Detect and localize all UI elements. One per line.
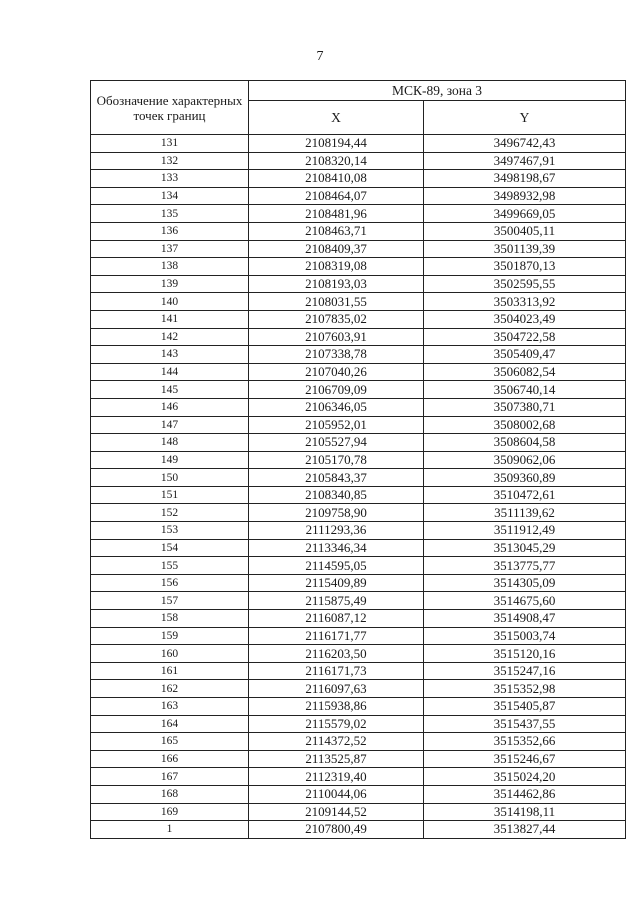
x-coordinate-cell: 2108463,71 [249,222,424,240]
table-row [91,346,626,364]
coordinate-system-header: МСК-89, зона 3 [249,81,626,101]
point-id-cell: 155 [91,557,249,575]
table-row [91,152,626,170]
point-id-cell: 160 [91,645,249,663]
point-id-cell: 149 [91,451,249,469]
y-coordinate-cell: 3509360,89 [424,469,626,487]
y-coordinate-cell: 3498198,67 [424,170,626,188]
table-row [91,293,626,311]
y-coordinate-cell: 3511139,62 [424,504,626,522]
y-coordinate-cell: 3515352,98 [424,680,626,698]
y-coordinate-cell: 3498932,98 [424,187,626,205]
y-coordinate-cell: 3513045,29 [424,539,626,557]
y-coordinate-cell: 3501139,39 [424,240,626,258]
table-row [91,592,626,610]
y-coordinate-cell: 3499669,05 [424,205,626,223]
y-coordinate-cell: 3515405,87 [424,698,626,716]
x-coordinate-cell: 2107040,26 [249,363,424,381]
point-id-cell: 142 [91,328,249,346]
table-row [91,363,626,381]
y-coordinate-cell: 3515246,67 [424,750,626,768]
y-coordinate-cell: 3514675,60 [424,592,626,610]
x-coordinate-cell: 2109758,90 [249,504,424,522]
x-coordinate-cell: 2108319,08 [249,258,424,276]
table-row [91,768,626,786]
table-row [91,574,626,592]
x-coordinate-cell: 2115875,49 [249,592,424,610]
x-coordinate-cell: 2113525,87 [249,750,424,768]
y-coordinate-cell: 3515247,16 [424,662,626,680]
y-coordinate-cell: 3503313,92 [424,293,626,311]
y-coordinate-cell: 3508002,68 [424,416,626,434]
point-id-cell: 145 [91,381,249,399]
x-coordinate-cell: 2116171,77 [249,627,424,645]
table-row [91,557,626,575]
table-row [91,170,626,188]
y-coordinate-cell: 3514305,09 [424,574,626,592]
table-body [91,135,626,839]
table-row [91,222,626,240]
point-id-cell: 157 [91,592,249,610]
y-coordinate-cell: 3496742,43 [424,135,626,153]
x-coordinate-cell: 2113346,34 [249,539,424,557]
y-coordinate-cell: 3515352,66 [424,733,626,751]
point-id-cell: 154 [91,539,249,557]
x-coordinate-cell: 2108320,14 [249,152,424,170]
point-id-cell: 143 [91,346,249,364]
y-coordinate-cell: 3511912,49 [424,522,626,540]
point-id-cell: 169 [91,803,249,821]
table-row [91,539,626,557]
x-coordinate-cell: 2112319,40 [249,768,424,786]
y-coordinate-cell: 3515437,55 [424,715,626,733]
table-row [91,135,626,153]
point-id-cell: 162 [91,680,249,698]
y-coordinate-cell: 3507380,71 [424,398,626,416]
y-coordinate-cell: 3514908,47 [424,610,626,628]
y-coordinate-cell: 3504023,49 [424,310,626,328]
y-coordinate-cell: 3510472,61 [424,486,626,504]
y-coordinate-cell: 3514462,86 [424,785,626,803]
x-coordinate-cell: 2105843,37 [249,469,424,487]
table-row [91,486,626,504]
point-id-cell: 137 [91,240,249,258]
x-coordinate-cell: 2115938,86 [249,698,424,716]
x-column-header: X [249,101,424,135]
point-id-cell: 158 [91,610,249,628]
table-row [91,275,626,293]
table-row [91,398,626,416]
table-row [91,381,626,399]
y-column-header: Y [424,101,626,135]
x-coordinate-cell: 2105952,01 [249,416,424,434]
x-coordinate-cell: 2116097,63 [249,680,424,698]
x-coordinate-cell: 2109144,52 [249,803,424,821]
table-row [91,434,626,452]
y-coordinate-cell: 3513827,44 [424,821,626,839]
y-coordinate-cell: 3515003,74 [424,627,626,645]
x-coordinate-cell: 2107338,78 [249,346,424,364]
x-coordinate-cell: 2108409,37 [249,240,424,258]
y-coordinate-cell: 3501870,13 [424,258,626,276]
point-id-cell: 147 [91,416,249,434]
table-row [91,469,626,487]
y-coordinate-cell: 3509062,06 [424,451,626,469]
table-row [91,205,626,223]
point-id-cell: 136 [91,222,249,240]
point-id-cell: 144 [91,363,249,381]
point-id-cell: 156 [91,574,249,592]
x-coordinate-cell: 2107835,02 [249,310,424,328]
page-number: 7 [316,49,324,64]
point-id-cell: 161 [91,662,249,680]
table-row [91,416,626,434]
y-coordinate-cell: 3506082,54 [424,363,626,381]
x-coordinate-cell: 2116203,50 [249,645,424,663]
x-coordinate-cell: 2115579,02 [249,715,424,733]
table-row [91,715,626,733]
point-id-cell: 159 [91,627,249,645]
table-row [91,627,626,645]
coordinates-table [90,80,626,839]
y-coordinate-cell: 3506740,14 [424,381,626,399]
y-coordinate-cell: 3502595,55 [424,275,626,293]
x-coordinate-cell: 2105170,78 [249,451,424,469]
point-id-cell: 135 [91,205,249,223]
y-coordinate-cell: 3513775,77 [424,557,626,575]
table-row [91,258,626,276]
x-coordinate-cell: 2105527,94 [249,434,424,452]
table-row [91,821,626,839]
table-row [91,187,626,205]
table-row [91,662,626,680]
point-id-cell: 153 [91,522,249,540]
x-coordinate-cell: 2107800,49 [249,821,424,839]
x-coordinate-cell: 2106346,05 [249,398,424,416]
point-id-cell: 166 [91,750,249,768]
table-row [91,504,626,522]
point-id-cell: 167 [91,768,249,786]
x-coordinate-cell: 2115409,89 [249,574,424,592]
x-coordinate-cell: 2114595,05 [249,557,424,575]
point-id-cell: 163 [91,698,249,716]
x-coordinate-cell: 2108193,03 [249,275,424,293]
point-id-cell: 164 [91,715,249,733]
point-id-cell: 148 [91,434,249,452]
x-coordinate-cell: 2116171,73 [249,662,424,680]
table-row [91,698,626,716]
point-id-cell: 1 [91,821,249,839]
point-id-cell: 139 [91,275,249,293]
x-coordinate-cell: 2108340,85 [249,486,424,504]
point-id-cell: 138 [91,258,249,276]
point-id-cell: 140 [91,293,249,311]
point-id-cell: 152 [91,504,249,522]
y-coordinate-cell: 3514198,11 [424,803,626,821]
point-id-cell: 150 [91,469,249,487]
y-coordinate-cell: 3505409,47 [424,346,626,364]
table-row [91,733,626,751]
x-coordinate-cell: 2108031,55 [249,293,424,311]
table-row [91,310,626,328]
point-id-cell: 134 [91,187,249,205]
point-id-cell: 141 [91,310,249,328]
point-id-cell: 133 [91,170,249,188]
table-row [91,680,626,698]
x-coordinate-cell: 2110044,06 [249,785,424,803]
y-coordinate-cell: 3497467,91 [424,152,626,170]
y-coordinate-cell: 3508604,58 [424,434,626,452]
table-row [91,451,626,469]
point-id-cell: 165 [91,733,249,751]
table-row [91,803,626,821]
x-coordinate-cell: 2114372,52 [249,733,424,751]
point-id-cell: 132 [91,152,249,170]
point-id-cell: 146 [91,398,249,416]
point-designation-header: Обозначение характерных точек границ [91,81,249,135]
x-coordinate-cell: 2108194,44 [249,135,424,153]
point-id-cell: 131 [91,135,249,153]
point-id-cell: 151 [91,486,249,504]
table-row [91,522,626,540]
table-row [91,240,626,258]
y-coordinate-cell: 3515024,20 [424,768,626,786]
y-coordinate-cell: 3500405,11 [424,222,626,240]
x-coordinate-cell: 2106709,09 [249,381,424,399]
x-coordinate-cell: 2108481,96 [249,205,424,223]
x-coordinate-cell: 2116087,12 [249,610,424,628]
y-coordinate-cell: 3504722,58 [424,328,626,346]
table-row [91,328,626,346]
x-coordinate-cell: 2107603,91 [249,328,424,346]
x-coordinate-cell: 2108464,07 [249,187,424,205]
table-row [91,750,626,768]
x-coordinate-cell: 2111293,36 [249,522,424,540]
table-row [91,645,626,663]
x-coordinate-cell: 2108410,08 [249,170,424,188]
table-row [91,610,626,628]
table-row [91,785,626,803]
point-id-cell: 168 [91,785,249,803]
y-coordinate-cell: 3515120,16 [424,645,626,663]
